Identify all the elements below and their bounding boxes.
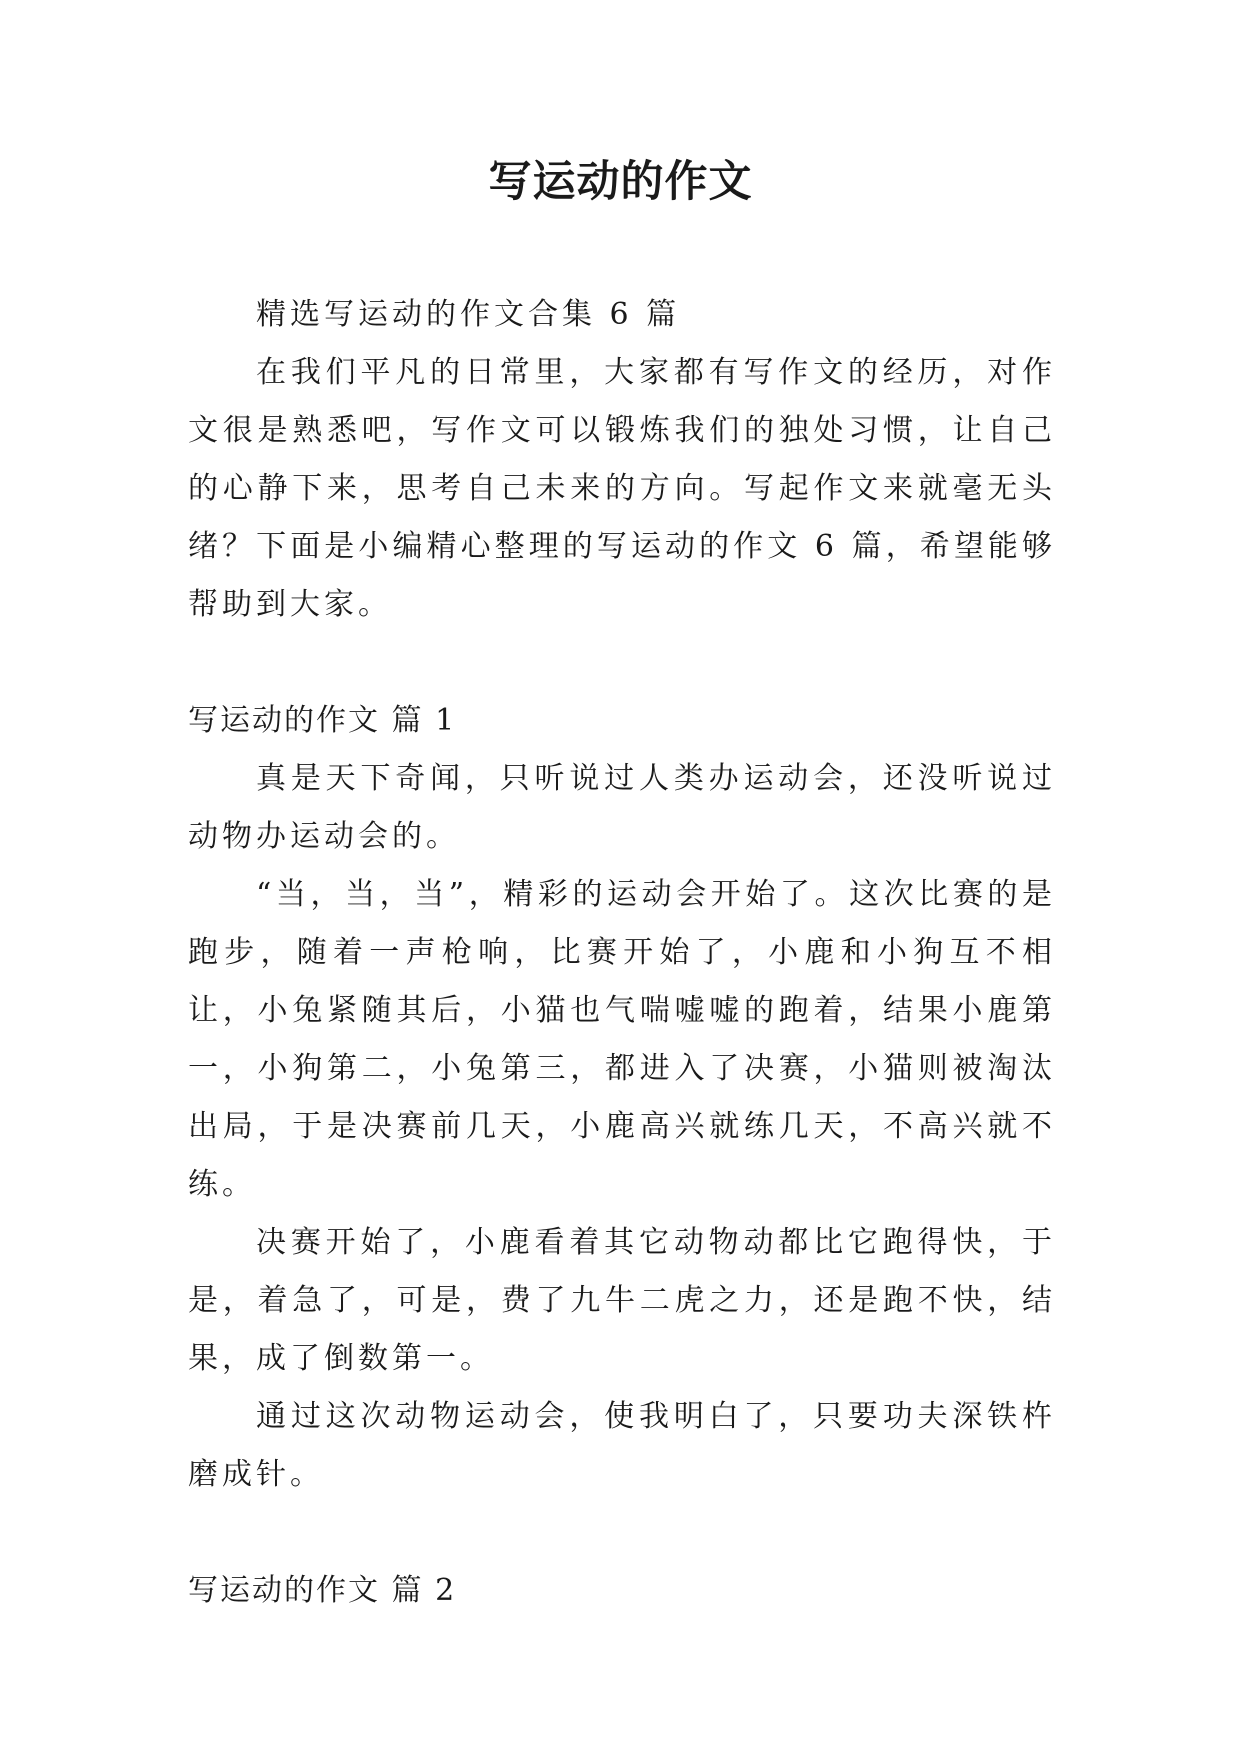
intro-line: 精选写运动的作文合集 6 篇 xyxy=(256,297,681,332)
section-1-paragraph-4: 通过这次动物运动会，使我明白了，只要功夫深铁杵磨成针。 xyxy=(188,1399,1056,1492)
section-spacer xyxy=(188,1504,1056,1562)
section-spacer xyxy=(188,634,1056,692)
section-1-paragraph-1: 真是天下奇闻，只听说过人类办运动会，还没听说过动物办运动会的。 xyxy=(188,761,1056,854)
intro-paragraph: 在我们平凡的日常里，大家都有写作文的经历，对作文很是熟悉吧，写作文可以锻炼我们的独处习惯，让自己的心静下来，思考自己未来的方向。写起作文来就毫无头绪？下面是小编精心整理的写运动的作文 6 篇，希望能够帮助到大家。 xyxy=(188,355,1056,622)
section-1-paragraph-2: “当，当，当”，精彩的运动会开始了。这次比赛的是跑步，随着一声枪响，比赛开始了，小鹿和小狗互不相让，小兔紧随其后，小猫也气喘嘘嘘的跑着，结果小鹿第一，小狗第二，小兔第三，都进入了决赛，小猫则被淘汰出局，于是决赛前几天，小鹿高兴就练几天，不高兴就不练。 xyxy=(188,877,1056,1202)
section-1-paragraph-3: 决赛开始了，小鹿看着其它动物动都比它跑得快，于是，着急了，可是，费了九牛二虎之力，还是跑不快，结果，成了倒数第一。 xyxy=(188,1225,1056,1376)
document-title: 写运动的作文 xyxy=(488,157,753,207)
document-body xyxy=(188,286,1056,1620)
section-heading-2: 写运动的作文 篇 2 xyxy=(188,1573,457,1608)
section-heading-1: 写运动的作文 篇 1 xyxy=(188,703,457,738)
